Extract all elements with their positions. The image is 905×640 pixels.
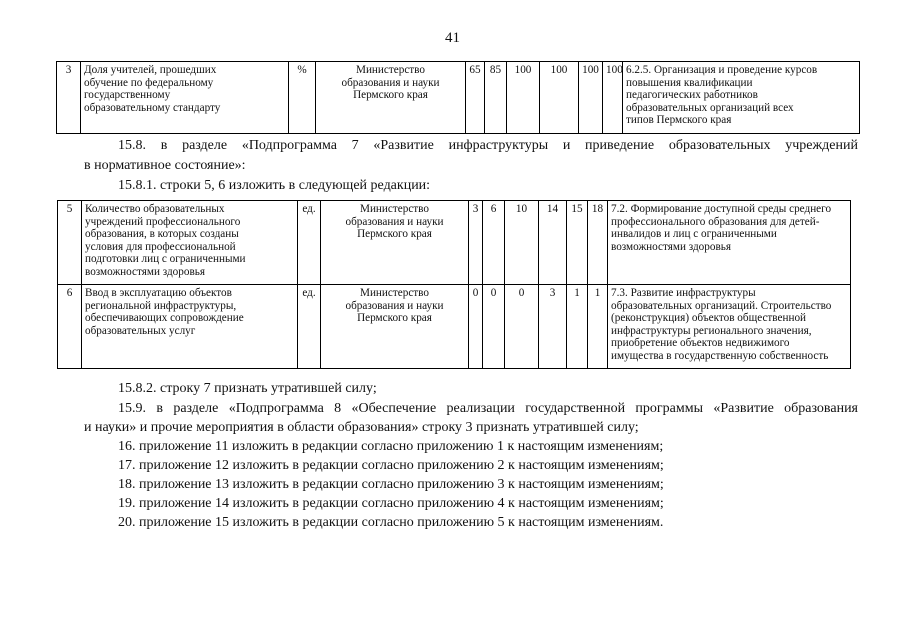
row-number: 5 — [58, 201, 82, 285]
table-row — [58, 201, 851, 285]
text-line: педагогических работников — [626, 89, 758, 101]
text-line: Ввод в эксплуатацию объектов — [85, 287, 232, 299]
text-line: Пермского края — [357, 312, 432, 324]
text-line: профессионального образования для детей- — [611, 215, 820, 228]
value-cell: 15 — [567, 201, 588, 285]
text-line: образования, в которых созданы — [85, 228, 239, 240]
indicator-name — [82, 201, 298, 285]
text-line: инвалидов и лиц с ограниченными — [611, 228, 777, 240]
text-line: подготовки лиц с ограниченными — [85, 253, 246, 265]
value-cell: 0 — [505, 285, 539, 369]
text-line: (реконструкция) объектов общественной — [611, 312, 807, 324]
text-line: образовательных организаций. Строительство — [611, 299, 832, 312]
table-row — [57, 62, 860, 134]
indicators-table-2 — [57, 200, 851, 369]
text-line: 7.2. Формирование доступной среды среднего — [611, 203, 832, 215]
text-line: образования и науки — [345, 215, 444, 228]
list-item: 19. приложение 14 изложить в редакции согласно приложению 4 к настоящим изменениям; — [118, 496, 664, 511]
paragraph-15-8-2: 15.8.2. строку 7 признать утратившей силу; — [118, 381, 377, 396]
value-cell: 0 — [469, 285, 483, 369]
page-number: 41 — [445, 30, 460, 46]
row-number: 6 — [58, 285, 82, 369]
text-line: образования и науки — [341, 76, 440, 89]
organization-cell — [316, 62, 466, 134]
list-item: 20. приложение 15 изложить в редакции согласно приложению 5 к настоящим изменениям. — [118, 515, 664, 530]
value-cell: 100 — [579, 62, 603, 134]
value-cell: 100 — [507, 62, 540, 134]
text-line: Министерство — [356, 64, 425, 76]
list-item: 17. приложение 12 изложить в редакции согласно приложению 2 к настоящим изменениям; — [118, 458, 664, 473]
text-line: образовательных услуг — [85, 324, 196, 337]
text-line: обеспечивающих сопровождение — [85, 312, 244, 324]
list-item: 16. приложение 11 изложить в редакции согласно приложению 1 к настоящим изменениям; — [118, 439, 664, 454]
measure-cell — [623, 62, 860, 134]
organization-cell — [321, 285, 469, 369]
value-cell: 1 — [588, 285, 608, 369]
paragraph-15-9-line-2: и науки» и прочие мероприятия в области образования» строку 3 признать утратившей силу; — [84, 420, 639, 435]
indicator-name — [82, 285, 298, 369]
unit-cell: ед. — [298, 201, 321, 285]
text-line: учреждений профессионального — [85, 215, 241, 228]
value-cell: 3 — [539, 285, 567, 369]
text-line: 7.3. Развитие инфраструктуры — [611, 287, 756, 299]
text-line: Доля учителей, прошедших — [84, 64, 217, 76]
indicator-name — [81, 62, 289, 134]
paragraph-15-8-line-2: в нормативное состояние»: — [84, 158, 246, 173]
text-line: условия для профессиональной — [85, 240, 236, 253]
paragraph-15-9-line-1: 15.9. в разделе «Подпрограмма 8 «Обеспечение реализации государственной программы «Развитие образования — [118, 401, 858, 416]
text-line: образовательных организаций всех — [626, 101, 794, 114]
text-line: 6.2.5. Организация и проведение курсов — [626, 64, 818, 76]
value-cell: 1 — [567, 285, 588, 369]
value-cell: 18 — [588, 201, 608, 285]
value-cell: 65 — [466, 62, 485, 134]
text-line: Пермского края — [357, 228, 432, 240]
text-line: возможностями здоровья — [85, 265, 205, 278]
value-cell: 10 — [505, 201, 539, 285]
table-row — [58, 285, 851, 369]
paragraph-15-8-line-1: 15.8. в разделе «Подпрограмма 7 «Развитие инфраструктуры и приведение образовательных учреждений — [118, 138, 858, 153]
list-item: 18. приложение 13 изложить в редакции согласно приложению 3 к настоящим изменениям; — [118, 477, 664, 492]
text-line: Пермского края — [353, 89, 428, 101]
text-line: обучение по федеральному — [84, 76, 214, 89]
text-line: образовательному стандарту — [84, 101, 221, 114]
value-cell: 100 — [603, 62, 623, 134]
measure-cell — [608, 201, 851, 285]
indicators-table-1 — [56, 61, 860, 134]
measure-cell — [608, 285, 851, 369]
text-line: региональной инфраструктуры, — [85, 299, 237, 312]
organization-cell — [321, 201, 469, 285]
row-number: 3 — [57, 62, 81, 134]
paragraph-15-8-1: 15.8.1. строки 5, 6 изложить в следующей редакции: — [118, 178, 431, 193]
value-cell: 85 — [485, 62, 507, 134]
text-line: образования и науки — [345, 299, 444, 312]
value-cell: 6 — [483, 201, 505, 285]
unit-cell: % — [289, 62, 316, 134]
value-cell: 100 — [540, 62, 579, 134]
text-line: типов Пермского края — [626, 114, 732, 126]
text-line: Министерство — [360, 287, 429, 299]
text-line: приобретение объектов недвижимого — [611, 337, 790, 349]
text-line: Количество образовательных — [85, 203, 225, 215]
text-line: государственному — [84, 89, 171, 101]
text-line: инфраструктуры регионального значения, — [611, 324, 812, 337]
value-cell: 14 — [539, 201, 567, 285]
text-line: возможностями здоровья — [611, 240, 731, 253]
value-cell: 3 — [469, 201, 483, 285]
unit-cell: ед. — [298, 285, 321, 369]
text-line: имущества в государственную собственность — [611, 349, 829, 362]
value-cell: 0 — [483, 285, 505, 369]
text-line: Министерство — [360, 203, 429, 215]
text-line: повышения квалификации — [626, 76, 753, 89]
